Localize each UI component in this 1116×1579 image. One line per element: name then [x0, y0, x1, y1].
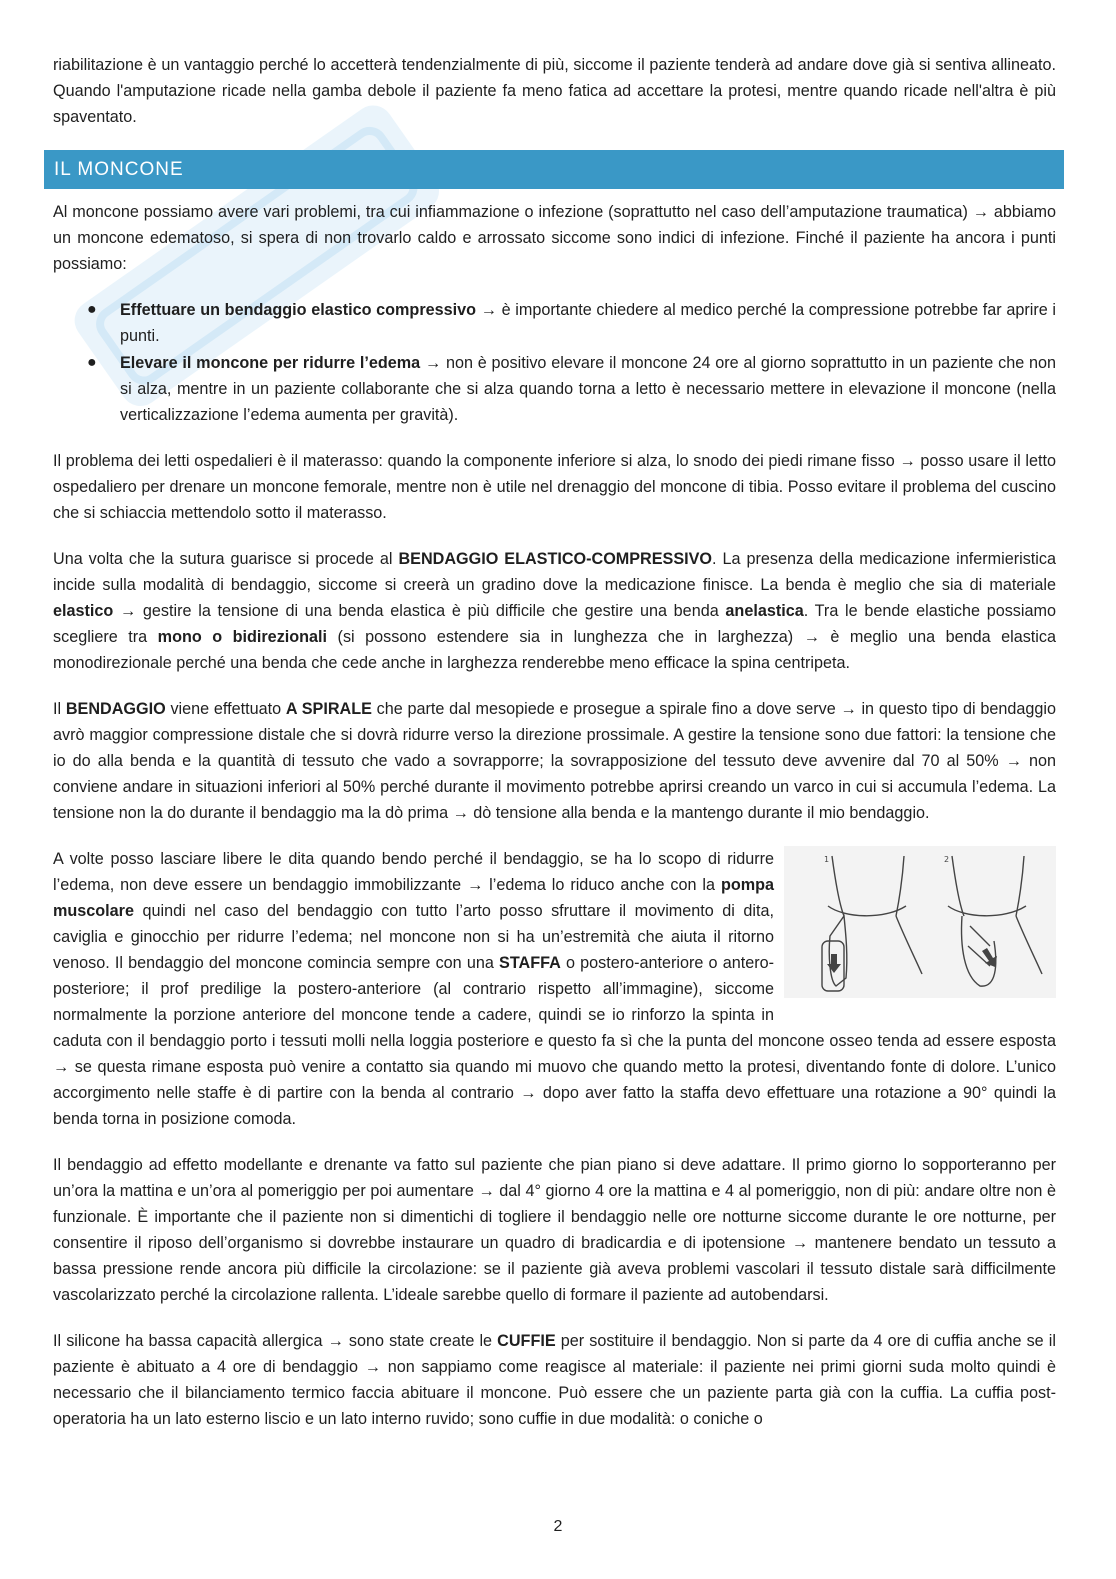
- figure-label-1: 1: [824, 855, 830, 864]
- paragraph-7: Il silicone ha bassa capacità allergica → sono state create le CUFFIE per sostituire il bendaggio. Non si parte da 4 ore di cuffia anche se il paziente è abituato a 4 ore di bendaggio → non sappiamo come reagisce al materiale: il paziente nei primi giorni suda molto quindi è necessario che il bilanciamento termico faccia abituare il moncone. Può essere che un paziente parta già con la cuffia. La cuffia post-operatoria ha un lato esterno liscio e un lato interno ruvido; sono cuffie in due modalità: o coniche o: [53, 1332, 1056, 1428]
- section-title: IL MONCONE: [54, 159, 184, 180]
- section-banner: [44, 150, 1064, 189]
- page-body: [53, 52, 1056, 150]
- bullet-text: → è importante chiedere al medico perché la compressione potrebbe far aprire i punti.: [120, 301, 1057, 345]
- intro-paragraph: riabilitazione è un vantaggio perché lo accetterà tendenzialmente di più, siccome il paziente tenderà ad andare dove già si sentiva allineato. Quando l'amputazione ricade nella gamba debole il paziente fa meno fatica ad accettare la protesi, mentre quando ricade nell'altra è più spaventato.: [53, 56, 1056, 126]
- figure-label-2: 2: [944, 855, 950, 864]
- paragraph-6: Il bendaggio ad effetto modellante e drenante va fatto sul paziente che pian piano si deve adattare. Il primo giorno lo sopporteranno per un’ora la mattina e un’ora al pomeriggio per poi aumentare → dal 4° giorno 4 ore la mattina e 4 al pomeriggio, non di più: andare oltre non è funzionale. È importante che il paziente non si dimentichi di togliere il bendaggio nelle ore notturne siccome durante le ore notturne, per consentire il riposo dell’organismo si dovrebbe instaurare un quadro di bradicardia e di ipotensione → mantenere bendato un tessuto a bassa pressione rende ancora più difficile la circolazione: se il paziente già aveva problemi vascolari il tessuto distale sarà difficilmente vascolarizzato perché la circolazione rallenta. L’ideale sarebbe quello di formare il paziente ad autobendarsi.: [53, 1156, 1056, 1304]
- bullet-list: [53, 297, 1056, 428]
- paragraph-2: Il problema dei letti ospedalieri è il materasso: quando la componente inferiore si alza, lo snodo dei piedi rimane fisso → posso usare il letto ospedaliero per drenare un moncone femorale, mentre non è utile nel drenaggio del moncone di tibia. Posso evitare il problema del cuscino che si schiaccia mettendolo sotto il materasso.: [53, 452, 1056, 522]
- bandage-illustration: [784, 846, 1056, 998]
- bullet-icon: ●: [87, 301, 97, 318]
- bullet-icon: ●: [87, 354, 97, 371]
- paragraph-5: 1 2 A volte posso lasciare libere le dita quando bendo perché il bendaggio, se ha lo scopo di ridurre l’edema, non deve essere un bendaggio immobilizzante → l’edema lo riduco anche con la pompa muscolare quindi nel caso del bendaggio con tutto l’arto posso sfruttare il movimento di dita, caviglia e ginocchio per ridurre l’edema; nel moncone non si ha un’estremità che aiuta il ritorno venoso. Il bendaggio del moncone comincia sempre con una STAFFA o postero-anteriore o antero-posteriore; il prof predilige la postero-anteriore (al contrario rispetto all’immagine), siccome normalmente la porzione anteriore del moncone tende a cadere, quindi se io rinforzo la spinta in caduta con il bendaggio porto i tessuti molli nella loggia posteriore e questo fa sì che la punta del moncone osseo tenda ad essere esposta → se questa rimane esposta può venire a contatto sia quando mi muovo che quando metto la protesi, diventando fonte di dolore. L’unico accorgimento nelle staffe è di partire con la benda al contrario → dopo aver fatto la staffa devo effettuare una rotazione a 90° quindi la benda torna in posizione comoda.: [53, 846, 1056, 1132]
- list-item: [87, 350, 1056, 428]
- bullet-text: → non è positivo elevare il moncone 24 ore al giorno soprattutto in un paziente che non si alza, mentre in un paziente collaborante che si alza quando torna a letto è necessario mettere in elevazione il moncone (nella verticalizzazione l’edema aumenta per gravità).: [120, 354, 1056, 424]
- bullet-bold: Effettuare un bendaggio elastico compressivo: [120, 301, 477, 319]
- paragraph-1: Al moncone possiamo avere vari problemi, tra cui infiammazione o infezione (soprattutto nel caso dell’amputazione traumatica) → abbiamo un moncone edematoso, si spera di non trovarlo caldo e arrossato siccome sono indici di infezione. Finché il paziente ha ancora i punti possiamo:: [53, 203, 1056, 273]
- bullet-bold: Elevare il moncone per ridurre l’edema: [120, 354, 421, 372]
- paragraph-3: Una volta che la sutura guarisce si procede al BENDAGGIO ELASTICO-COMPRESSIVO. La presenza della medicazione infermieristica incide sulla modalità di bendaggio, siccome si creerà un gradino dove la medicazione finisce. La benda è meglio che sia di materiale elastico → gestire la tensione di una benda elastica è più difficile che gestire una benda anelastica. Tra le bende elastiche possiamo scegliere tra mono o bidirezionali (si possono estendere sia in lunghezza che in larghezza) → è meglio una benda elastica monodirezionale perché una benda che cede anche in larghezza renderebbe meno efficace la spina centripeta.: [53, 550, 1056, 672]
- list-item: [87, 297, 1057, 349]
- section-content: [53, 199, 1056, 1452]
- paragraph-4: Il BENDAGGIO viene effettuato A SPIRALE che parte dal mesopiede e prosegue a spirale fino a dove serve → in questo tipo di bendaggio avrò maggior compressione distale che si dovrà ridurre verso la direzione prossimale. A gestire la tensione sono due fattori: la tensione che io do alla benda e la quantità di tessuto che vado a sovrapporre; la sovrapposizione del tessuto deve avvenire dal 70 al 50% → non conviene andare in situazioni inferiori al 50% perché durante il movimento potrebbe aprirsi creando un varco in cui si accumula l’edema. La tensione non la do durante il bendaggio ma la dò prima → dò tensione alla benda e la mantengo durante il mio bendaggio.: [53, 700, 1057, 822]
- page-number: 2: [553, 1518, 563, 1535]
